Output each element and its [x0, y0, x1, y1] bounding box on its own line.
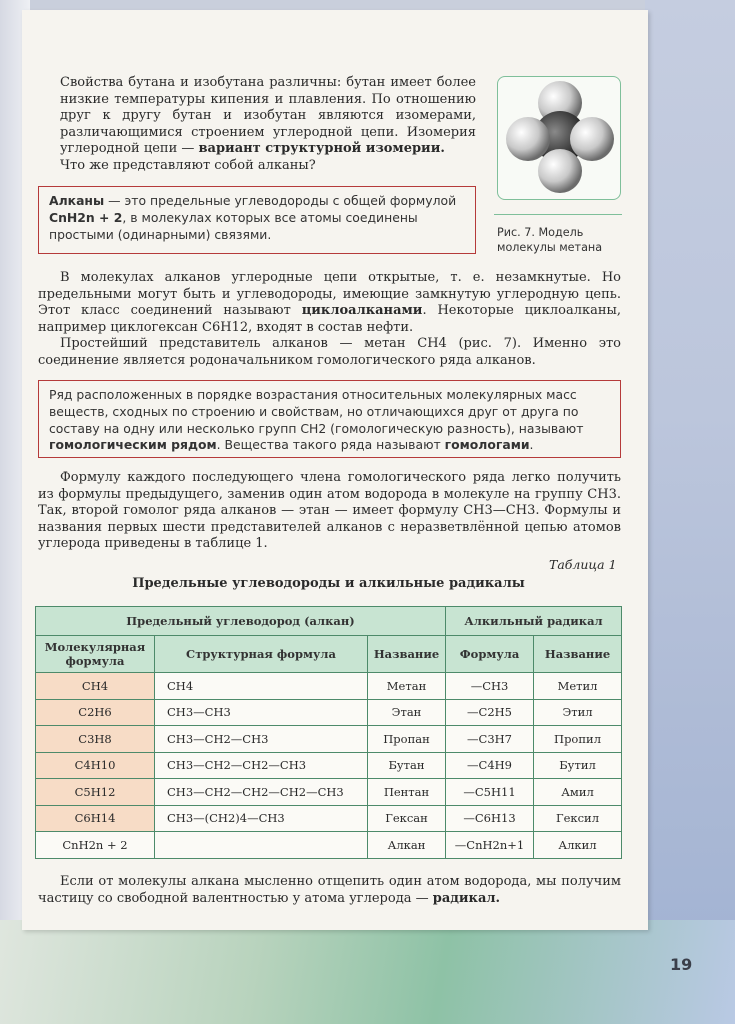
cell-molecular: C5H12 [36, 779, 155, 806]
cell-molecular: CnH2n + 2 [36, 832, 155, 859]
col-header-molecular: Молекулярная формула [36, 636, 155, 673]
cell-structural: CH3—CH2—CH2—CH2—CH3 [155, 779, 368, 806]
figure-divider [494, 214, 622, 215]
cell-structural: CH3—CH2—CH2—CH3 [155, 752, 368, 779]
cell-molecular: C3H8 [36, 726, 155, 753]
cell-name: Пентан [368, 779, 446, 806]
cell-radical-name: Бутил [534, 752, 622, 779]
cell-radical-formula: —CnH2n+1 [446, 832, 534, 859]
page-number: 19 [670, 955, 693, 974]
cell-molecular: CH4 [36, 673, 155, 700]
cell-name: Гексан [368, 805, 446, 832]
background-bottom-decor [0, 920, 735, 1024]
cell-structural: CH4 [155, 673, 368, 700]
cell-name: Метан [368, 673, 446, 700]
alkanes-table [35, 606, 622, 859]
cell-radical-name: Гексил [534, 805, 622, 832]
cell-radical-formula: —CH3 [446, 673, 534, 700]
table-row [36, 726, 622, 753]
table-group-alkane: Предельный углеводород (алкан) [36, 607, 446, 636]
methane-model-image [498, 77, 619, 198]
col-header-radical-name: Название [534, 636, 622, 673]
cell-name: Этан [368, 699, 446, 726]
table-row [36, 752, 622, 779]
cell-structural: CH3—(CH2)4—CH3 [155, 805, 368, 832]
table-row [36, 805, 622, 832]
cell-radical-formula: —C5H11 [446, 779, 534, 806]
col-header-radical-formula: Формула [446, 636, 534, 673]
table-row [36, 699, 622, 726]
table-group-radical: Алкильный радикал [446, 607, 622, 636]
figure-caption: Рис. 7. Модель молекулы метана [497, 226, 603, 254]
paragraph-radical: Если от молекулы алкана мысленно отщепить один атом водорода, мы получим частицу со свободной валентностью у атома углерода — радикал. [38, 874, 621, 906]
table-row [36, 832, 622, 859]
table-title: Предельные углеводороды и алкильные радикалы [132, 576, 525, 591]
cell-radical-formula: —C3H7 [446, 726, 534, 753]
table-row [36, 673, 622, 700]
col-header-name: Название [368, 636, 446, 673]
cell-radical-name: Алкил [534, 832, 622, 859]
cell-structural: CH3—CH3 [155, 699, 368, 726]
cell-structural [155, 832, 368, 859]
cell-molecular: C4H10 [36, 752, 155, 779]
cell-name: Алкан [368, 832, 446, 859]
col-header-structural: Структурная формула [155, 636, 368, 673]
table-row [36, 779, 622, 806]
alkane-general-formula: CnH2n + 2 [49, 209, 123, 225]
paragraph-formula-derivation: Формулу каждого последующего члена гомологического ряда легко получить из формулы предыдущего, заменив один атом водорода в молекуле на группу CH3. Так, второй гомолог ряда алканов — этан — имеет формулу CH3—CH3. Формулы и названия первых шести представителей алканов с неразветвлённой цепью атомов углерода приведены в таблице 1. [38, 470, 621, 552]
cell-radical-name: Этил [534, 699, 622, 726]
background-right-decor [645, 0, 735, 1024]
cell-radical-formula: —C4H9 [446, 752, 534, 779]
cell-molecular: C2H6 [36, 699, 155, 726]
methane-figure [497, 76, 621, 200]
cell-radical-name: Пропил [534, 726, 622, 753]
paragraph-cycloalkanes: В молекулах алканов углеродные цепи открытые, т. е. незамкнутые. Но предельными могут быть и углеводороды, имеющие замкнутую углеродную цепь. Этот класс соединений называют циклоалканами. Некоторые циклоалканы, например циклогексан C6H12, входят в состав нефти. Простейший представитель алканов — метан CH4 (рис. 7). Именно это соединение является родоначальником гомологического ряда алканов. [38, 270, 621, 368]
cell-name: Бутан [368, 752, 446, 779]
cell-radical-formula: —C2H5 [446, 699, 534, 726]
cell-name: Пропан [368, 726, 446, 753]
paragraph-isomers: Свойства бутана и изобутана различны: бутан имеет более низкие температуры кипения и плавления. По отношению друг к другу бутан и изобутан являются изомерами, различающимися строением углеродной цепи. Изомерия углеродной цепи — вариант структурной изомерии. Что же представляют собой алканы? [60, 75, 476, 173]
alkane-definition-box: Алканы — это предельные углеводороды с общей формулой CnH2n + 2, в молекулах которых все атомы соединены простыми (одинарными) связями. [38, 186, 476, 254]
homologous-series-box: Ряд расположенных в порядке возрастания относительных молекулярных масс веществ, сходных по строению и свойствам, но отличающихся друг от друга по составу на одну или несколько групп CH2 (гомологическую разность), называют гомологическим рядом. Вещества такого ряда называют гомологами. [38, 380, 621, 458]
cell-radical-name: Метил [534, 673, 622, 700]
cell-radical-formula: —C6H13 [446, 805, 534, 832]
cell-molecular: C6H14 [36, 805, 155, 832]
table-label: Таблица 1 [549, 557, 617, 572]
cell-structural: CH3—CH2—CH3 [155, 726, 368, 753]
cell-radical-name: Амил [534, 779, 622, 806]
